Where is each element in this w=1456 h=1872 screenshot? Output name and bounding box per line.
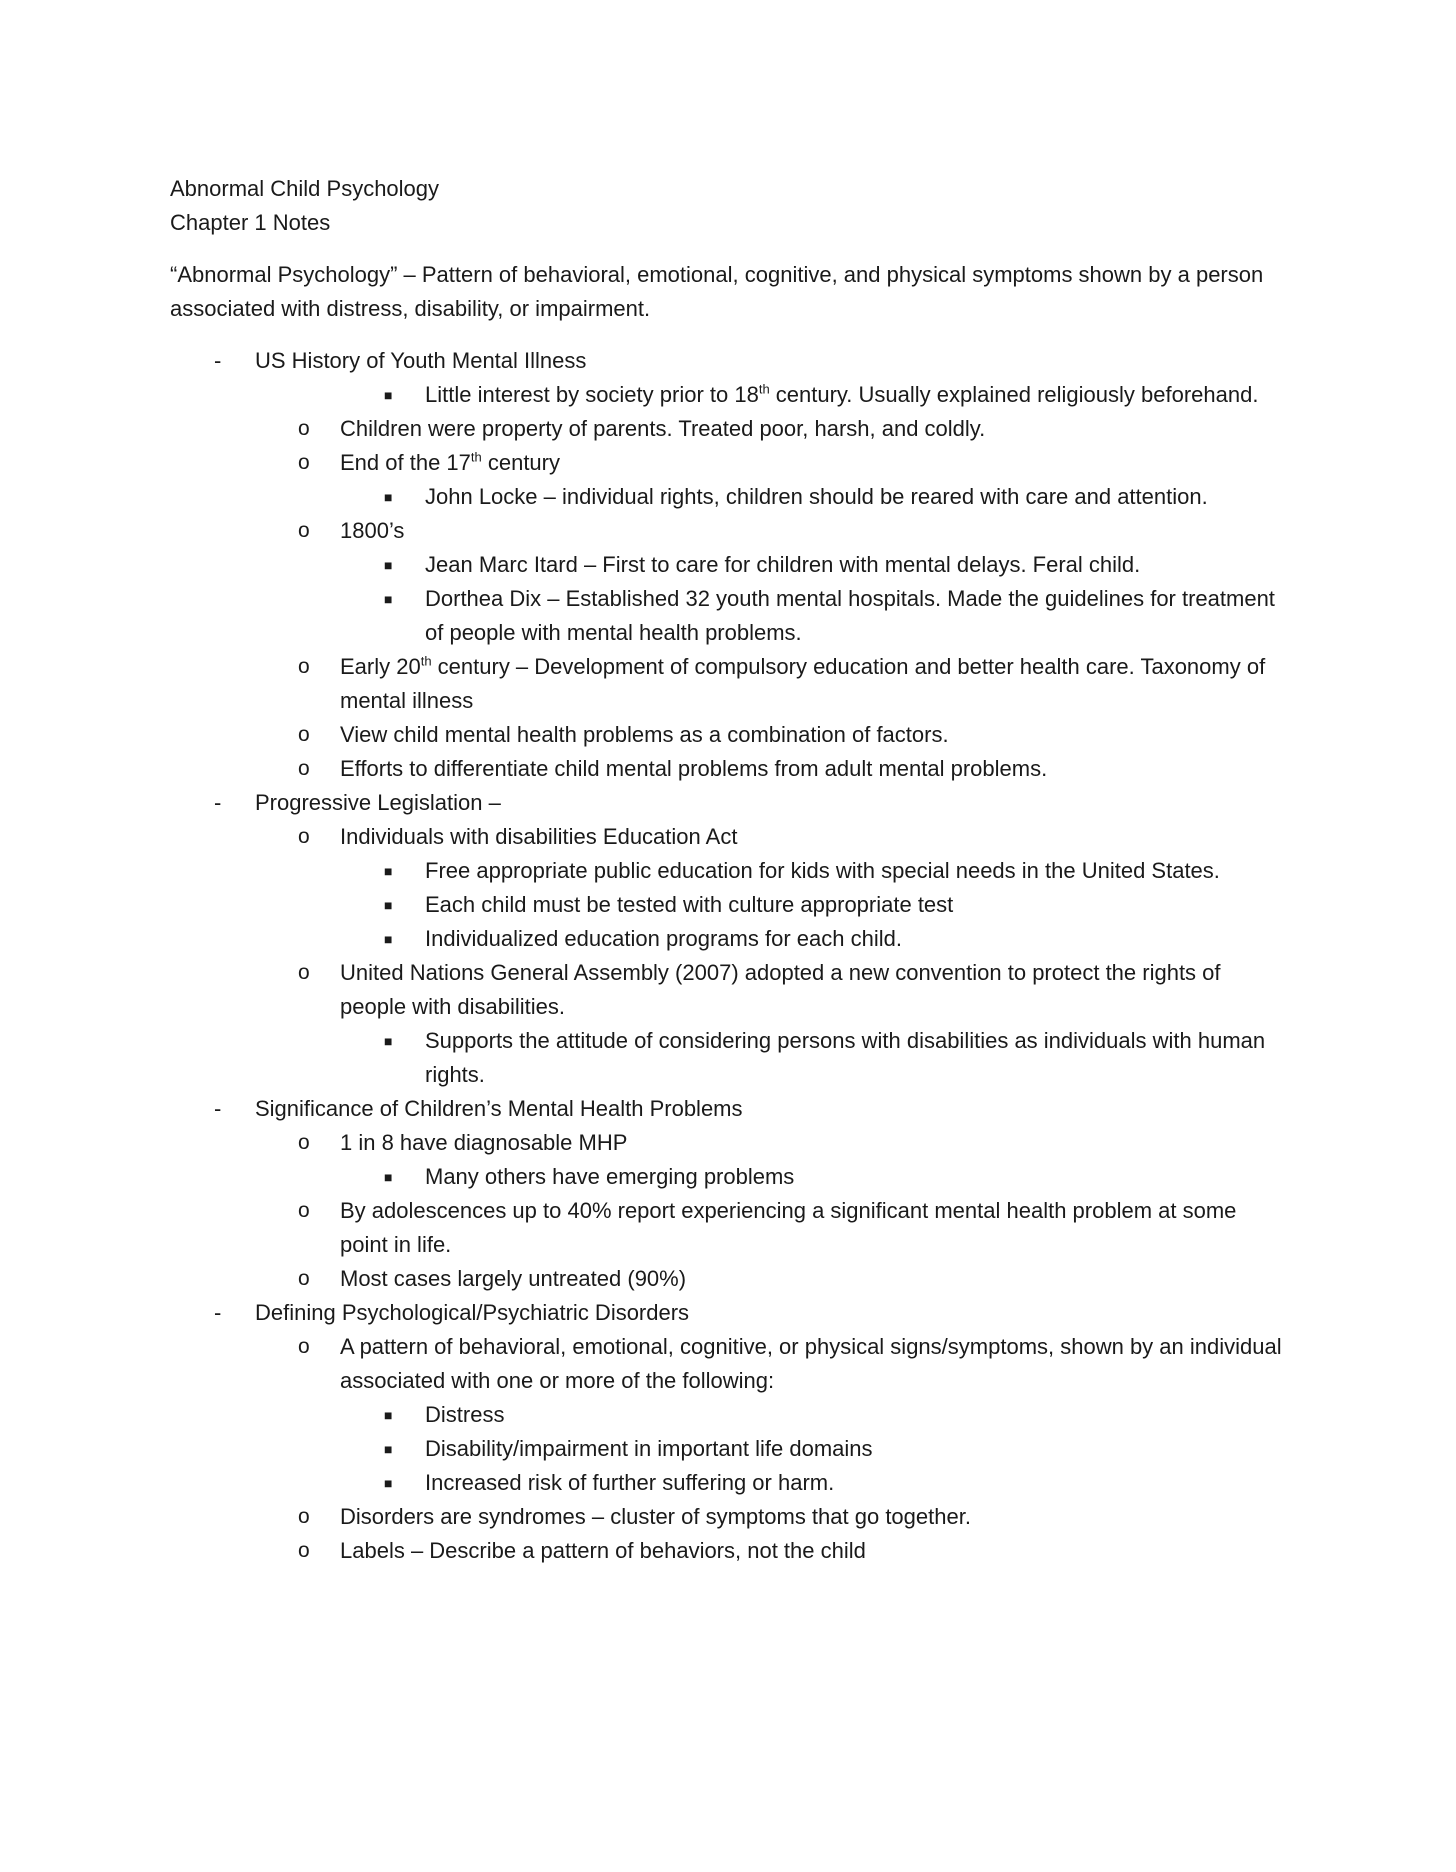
- bullet-text: Supports the attitude of considering persons with disabilities as individuals with human rights.: [425, 1028, 1266, 1087]
- bullet-item: [0, 1466, 1295, 1500]
- dash-marker: -: [214, 1096, 222, 1121]
- square-bullet-icon: ■: [384, 897, 393, 913]
- circle-bullet-icon: o: [298, 1505, 310, 1528]
- square-bullet-icon: ■: [384, 591, 393, 607]
- circle-bullet-icon: o: [298, 757, 310, 780]
- section-heading-text: Significance of Children’s Mental Health Problems: [255, 1096, 743, 1121]
- sub-item-text: Individuals with disabilities Education Act: [340, 824, 738, 849]
- sub-item-text: Efforts to differentiate child mental problems from adult mental problems.: [340, 756, 1048, 781]
- notes-outline: [0, 344, 1456, 1568]
- document-subtitle: Chapter 1 Notes: [170, 210, 331, 235]
- section-heading: [0, 786, 1285, 820]
- text-segment: Little interest by society prior to 18: [425, 382, 759, 407]
- sub-item-text: 1800’s: [340, 518, 405, 543]
- bullet-item: [0, 888, 1295, 922]
- bullet-item: [0, 378, 1295, 412]
- sub-item: [0, 650, 1290, 718]
- circle-bullet-icon: o: [298, 825, 310, 848]
- sub-item: [0, 752, 1290, 786]
- square-bullet-icon: ■: [384, 931, 393, 947]
- circle-bullet-icon: o: [298, 1267, 310, 1290]
- sub-item-text: Most cases largely untreated (90%): [340, 1266, 687, 1291]
- sub-item-text: Disorders are syndromes – cluster of symptoms that go together.: [340, 1504, 971, 1529]
- bullet-text: Individualized education programs for each child.: [425, 926, 902, 951]
- circle-bullet-icon: o: [298, 1335, 310, 1358]
- bullet-item: [0, 548, 1295, 582]
- bullet-item: [0, 1024, 1295, 1092]
- section-heading-text: US History of Youth Mental Illness: [255, 348, 587, 373]
- bullet-text: Disability/impairment in important life domains: [425, 1436, 873, 1461]
- sub-item-text: View child mental health problems as a combination of factors.: [340, 722, 949, 747]
- sub-item: [0, 514, 1290, 548]
- bullet-item: [0, 480, 1295, 514]
- text-segment: century – Development of compulsory education and better health care. Taxonomy of mental illness: [340, 654, 1266, 713]
- bullet-item: [0, 1160, 1295, 1194]
- sub-item: [0, 718, 1290, 752]
- circle-bullet-icon: o: [298, 519, 310, 542]
- dash-marker: -: [214, 348, 222, 373]
- bullet-text: John Locke – individual rights, children should be reared with care and attention.: [425, 484, 1208, 509]
- superscript: th: [470, 449, 482, 465]
- bullet-text: Many others have emerging problems: [425, 1164, 795, 1189]
- sub-item: [0, 1194, 1290, 1262]
- bullet-text: Distress: [425, 1402, 505, 1427]
- sub-item: [0, 820, 1290, 854]
- definition-paragraph: “Abnormal Psychology” – Pattern of behavioral, emotional, cognitive, and physical symptoms shown by a person associated with distress, disability, or impairment.: [170, 262, 1264, 321]
- circle-bullet-icon: o: [298, 1199, 310, 1222]
- sub-item: [0, 1330, 1290, 1398]
- section-heading-text: Progressive Legislation –: [255, 790, 501, 815]
- bullet-text: [425, 378, 1295, 412]
- bullet-text: Increased risk of further suffering or harm.: [425, 1470, 835, 1495]
- bullet-item: [0, 1432, 1295, 1466]
- square-bullet-icon: ■: [384, 863, 393, 879]
- sub-item-text: By adolescences up to 40% report experiencing a significant mental health problem at some point in life.: [340, 1198, 1237, 1257]
- square-bullet-icon: ■: [384, 489, 393, 505]
- circle-bullet-icon: o: [298, 1539, 310, 1562]
- bullet-text: Free appropriate public education for kids with special needs in the United States.: [425, 858, 1220, 883]
- sub-item: [0, 1126, 1290, 1160]
- square-bullet-icon: ■: [384, 1407, 393, 1423]
- sub-item-text: 1 in 8 have diagnosable MHP: [340, 1130, 628, 1155]
- sub-item: [0, 1534, 1290, 1568]
- text-segment: Early 20: [340, 654, 421, 679]
- sub-item-text: [340, 446, 1290, 480]
- dash-marker: -: [214, 1300, 222, 1325]
- sub-item-text: [340, 650, 1290, 718]
- bullet-item: [0, 854, 1295, 888]
- sub-item-text: United Nations General Assembly (2007) adopted a new convention to protect the rights of people with disabilities.: [340, 960, 1221, 1019]
- sub-item: [0, 956, 1290, 1024]
- circle-bullet-icon: o: [298, 961, 310, 984]
- sub-item: [0, 1500, 1290, 1534]
- circle-bullet-icon: o: [298, 417, 310, 440]
- circle-bullet-icon: o: [298, 655, 310, 678]
- sub-item-text: A pattern of behavioral, emotional, cognitive, or physical signs/symptoms, shown by an individual associated with one or more of the following:: [340, 1334, 1282, 1393]
- circle-bullet-icon: o: [298, 723, 310, 746]
- sub-item: [0, 446, 1290, 480]
- bullet-text: Each child must be tested with culture appropriate test: [425, 892, 954, 917]
- sub-item: [0, 412, 1290, 446]
- section-heading: [0, 1296, 1285, 1330]
- square-bullet-icon: ■: [384, 1441, 393, 1457]
- text-segment: century. Usually explained religiously beforehand.: [769, 382, 1259, 407]
- document-title: Abnormal Child Psychology: [170, 176, 440, 201]
- bullet-item: [0, 922, 1295, 956]
- dash-marker: -: [214, 790, 222, 815]
- text-segment: century: [481, 450, 560, 475]
- circle-bullet-icon: o: [298, 1131, 310, 1154]
- superscript: th: [758, 381, 770, 397]
- bullet-item: [0, 582, 1295, 650]
- square-bullet-icon: ■: [384, 557, 393, 573]
- circle-bullet-icon: o: [298, 451, 310, 474]
- sub-item-text: Children were property of parents. Treated poor, harsh, and coldly.: [340, 416, 986, 441]
- section-heading: [0, 1092, 1285, 1126]
- bullet-text: Dorthea Dix – Established 32 youth mental hospitals. Made the guidelines for treatment of people with mental health problems.: [425, 586, 1275, 645]
- square-bullet-icon: ■: [384, 1169, 393, 1185]
- section-heading: [0, 344, 1285, 378]
- square-bullet-icon: ■: [384, 1033, 393, 1049]
- bullet-text: Jean Marc Itard – First to care for children with mental delays. Feral child.: [425, 552, 1141, 577]
- sub-item-text: Labels – Describe a pattern of behaviors, not the child: [340, 1538, 866, 1563]
- superscript: th: [420, 653, 432, 669]
- square-bullet-icon: ■: [384, 387, 393, 403]
- bullet-item: [0, 1398, 1295, 1432]
- square-bullet-icon: ■: [384, 1475, 393, 1491]
- section-heading-text: Defining Psychological/Psychiatric Disorders: [255, 1300, 690, 1325]
- sub-item: [0, 1262, 1290, 1296]
- text-segment: End of the 17: [340, 450, 471, 475]
